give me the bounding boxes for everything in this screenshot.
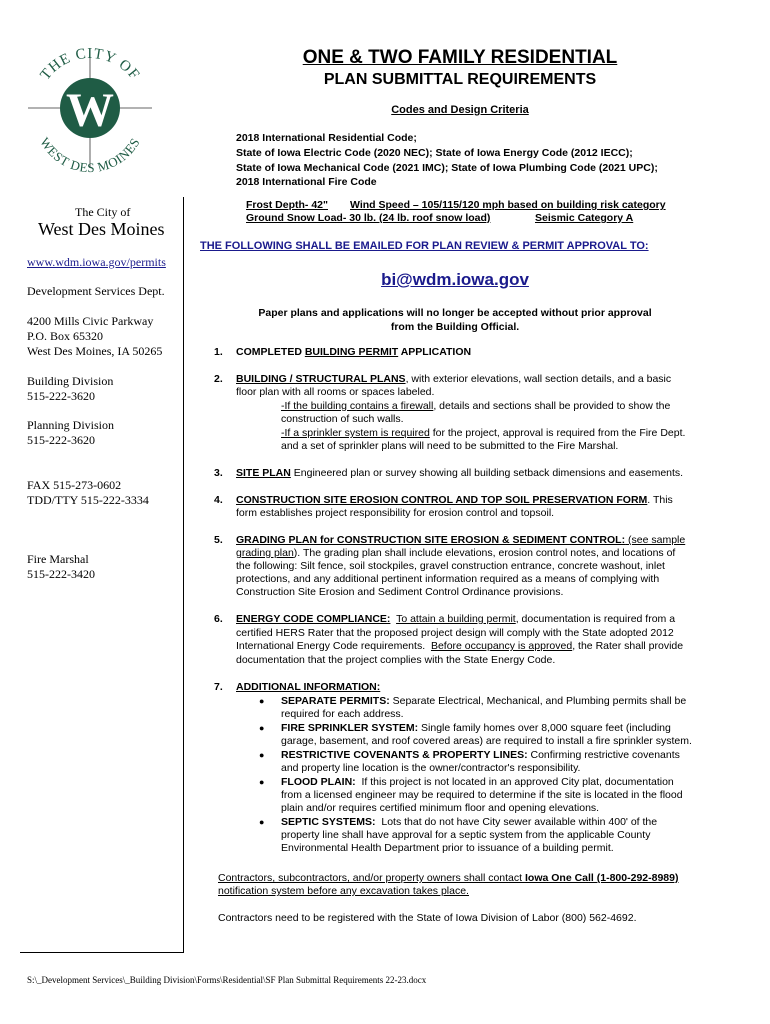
permits-url-link[interactable]: www.wdm.iowa.gov/permits — [27, 255, 166, 269]
sidebar-building-phone: 515-222-3620 — [27, 389, 95, 403]
item-7-flood-plain-2: from a licensed engineer may be required to determine if the site is located in the flood — [281, 789, 683, 801]
email-link[interactable]: bi@wdm.iowa.gov — [381, 270, 529, 289]
sidebar-fax: FAX 515-273-0602 — [27, 478, 122, 492]
item-2-firewall-2: construction of such walls. — [281, 413, 404, 425]
bullet-icon: ● — [259, 750, 265, 760]
item-5-line-2: grading plan). The grading plan shall include elevations, erosion control notes, and locations of — [236, 547, 676, 559]
paper-notice-1: Paper plans and applications will no longer be accepted without prior approval — [258, 307, 652, 319]
city-seal-logo — [20, 38, 160, 178]
item-7-separate-permits-2: required for each address. — [281, 708, 404, 720]
paper-notice-2: from the Building Official. — [390, 321, 520, 333]
item-7-covenants: RESTRICTIVE COVENANTS & PROPERTY LINES: Confirming restrictive covenants — [281, 749, 680, 761]
code-line-4: 2018 International Fire Code — [236, 176, 377, 188]
item-7-number: 7. — [214, 681, 223, 693]
email-notice: THE FOLLOWING SHALL BE EMAILED FOR PLAN REVIEW & PERMIT APPROVAL TO: — [200, 240, 649, 252]
sidebar-dept: Development Services Dept. — [27, 284, 165, 298]
item-6-line-4: documentation that the project complies with the State Energy Code. — [236, 654, 556, 666]
page-subtitle: PLAN SUBMITTAL REQUIREMENTS — [323, 71, 597, 88]
item-7-separate-permits: SEPARATE PERMITS: Separate Electrical, Mechanical, and Plumbing permits shall be — [281, 695, 687, 707]
bullet-icon: ● — [259, 696, 265, 706]
logo-arc-top: THE CITY OF — [37, 45, 143, 84]
item-5-line-3: the following: Silt fence, soil stockpiles, gravel construction entrance, concrete washout, inlet — [236, 560, 665, 572]
item-7-septic-3: Environmental Health Department prior to issuance of a building permit. — [281, 842, 614, 854]
sidebar-building-label: Building Division — [27, 374, 114, 388]
item-5-line-4: protections, and any additional pertinent information required as a means of complying with — [236, 573, 660, 585]
page-title: ONE & TWO FAMILY RESIDENTIAL — [302, 47, 618, 68]
item-2-sprinkler-2: and a set of sprinkler plans will need to be submitted to the Fire Marshal. — [281, 440, 619, 452]
one-call-notice: Contractors, subcontractors, and/or property owners shall contact Iowa One Call (1-800-292-8989) — [218, 872, 679, 884]
seismic-category: Seismic Category A — [535, 212, 634, 224]
item-4-line-2: form establishes project responsibility for erosion control and topsoil. — [236, 507, 555, 519]
item-1-number: 1. — [214, 346, 223, 358]
item-5-number: 5. — [214, 534, 223, 546]
logo-arc-bottom: WEST DES MOINES — [37, 134, 143, 176]
item-1: COMPLETED BUILDING PERMIT APPLICATION — [236, 346, 472, 358]
item-2-line-1: BUILDING / STRUCTURAL PLANS, with exterior elevations, wall section details, and a basic — [236, 373, 672, 385]
sidebar-planning-label: Planning Division — [27, 418, 115, 432]
item-3-number: 3. — [214, 467, 223, 479]
item-2-line-2: floor plan with all rooms or spaces labeled. — [236, 386, 435, 398]
sidebar-address-3: West Des Moines, IA 50265 — [27, 344, 163, 358]
bullet-icon: ● — [259, 723, 265, 733]
item-3: SITE PLAN Engineered plan or survey showing all building setback dimensions and easements. — [236, 467, 684, 479]
sidebar-address-2: P.O. Box 65320 — [27, 329, 104, 343]
bullet-icon: ● — [259, 817, 265, 827]
item-2-number: 2. — [214, 373, 223, 385]
item-7-fire-sprinkler: FIRE SPRINKLER SYSTEM: Single family homes over 8,000 square feet (including — [281, 722, 671, 734]
labor-registration: Contractors need to be registered with the State of Iowa Division of Labor (800) 562-4692. — [218, 912, 637, 924]
code-line-3: State of Iowa Mechanical Code (2021 IMC); State of Iowa Plumbing Code (2021 UPC); — [236, 162, 658, 174]
logo-letter: W — [66, 84, 114, 137]
item-5-line-5: Construction Site Erosion and Sediment Control Ordinance provisions. — [236, 586, 564, 598]
item-2-sprinkler: -If a sprinkler system is required for the project, approval is required from the Fire Dept. — [281, 427, 686, 439]
sidebar-fire-label: Fire Marshal — [27, 552, 89, 566]
item-6-line-2: certified HERS Rater that the proposed project design will comply with the State adopted 2012 — [236, 627, 674, 639]
sidebar-the-city-of: The City of — [75, 205, 131, 219]
code-line-1: 2018 International Residential Code; — [236, 132, 417, 144]
item-7-flood-plain: FLOOD PLAIN: If this project is not located in an approved City plat, documentation — [281, 776, 674, 788]
snow-load: Ground Snow Load- 30 lb. (24 lb. roof snow load) — [246, 212, 491, 224]
item-7-heading: ADDITIONAL INFORMATION: — [236, 681, 381, 693]
item-7-fire-sprinkler-2: garage, basement, and roof covered areas) are required to install a fire sprinkler system. — [281, 735, 692, 747]
sidebar-fire-phone: 515-222-3420 — [27, 567, 95, 581]
item-2-firewall: -If the building contains a firewall, details and sections shall be provided to show the — [281, 400, 671, 412]
item-7-covenants-2: and property line location is the owner/contractor's responsibility. — [281, 762, 581, 774]
bullet-icon: ● — [259, 777, 265, 787]
item-4-line-1: CONSTRUCTION SITE EROSION CONTROL AND TOP SOIL PRESERVATION FORM. This — [236, 494, 673, 506]
item-5-line-1: GRADING PLAN for CONSTRUCTION SITE EROSION & SEDIMENT CONTROL: (see sample — [236, 534, 686, 546]
file-path-footer: S:\_Development Services\_Building Division\Forms\Residential\SF Plan Submittal Requirements 22-23.docx — [27, 975, 427, 985]
sidebar-address-1: 4200 Mills Civic Parkway — [27, 314, 154, 328]
sidebar-city-name: West Des Moines — [38, 219, 165, 239]
item-7-septic-2: property line shall have approval for a septic system from the applicable County — [281, 829, 651, 841]
frost-depth: Frost Depth- 42" — [246, 199, 328, 211]
sidebar-tdd: TDD/TTY 515-222-3334 — [27, 493, 149, 507]
item-6-number: 6. — [214, 613, 223, 625]
code-line-2: State of Iowa Electric Code (2020 NEC); State of Iowa Energy Code (2012 IECC); — [236, 147, 633, 159]
codes-heading: Codes and Design Criteria — [391, 104, 529, 116]
one-call-notice-2: notification system before any excavation takes place. — [218, 885, 469, 897]
item-6-line-3: International Energy Code requirements. Before occupancy is approved, the Rater shall provide — [236, 640, 684, 652]
sidebar-planning-phone: 515-222-3620 — [27, 433, 95, 447]
wind-speed: Wind Speed – 105/115/120 mph based on building risk category — [350, 199, 666, 211]
item-4-number: 4. — [214, 494, 223, 506]
item-6-line-1: ENERGY CODE COMPLIANCE: To attain a building permit, documentation is required from a — [236, 613, 676, 625]
item-7-septic: SEPTIC SYSTEMS: Lots that do not have City sewer available within 400' of the — [281, 816, 658, 828]
item-7-flood-plain-3: plain and/or requires certified minimum floor and opening elevations. — [281, 802, 600, 814]
